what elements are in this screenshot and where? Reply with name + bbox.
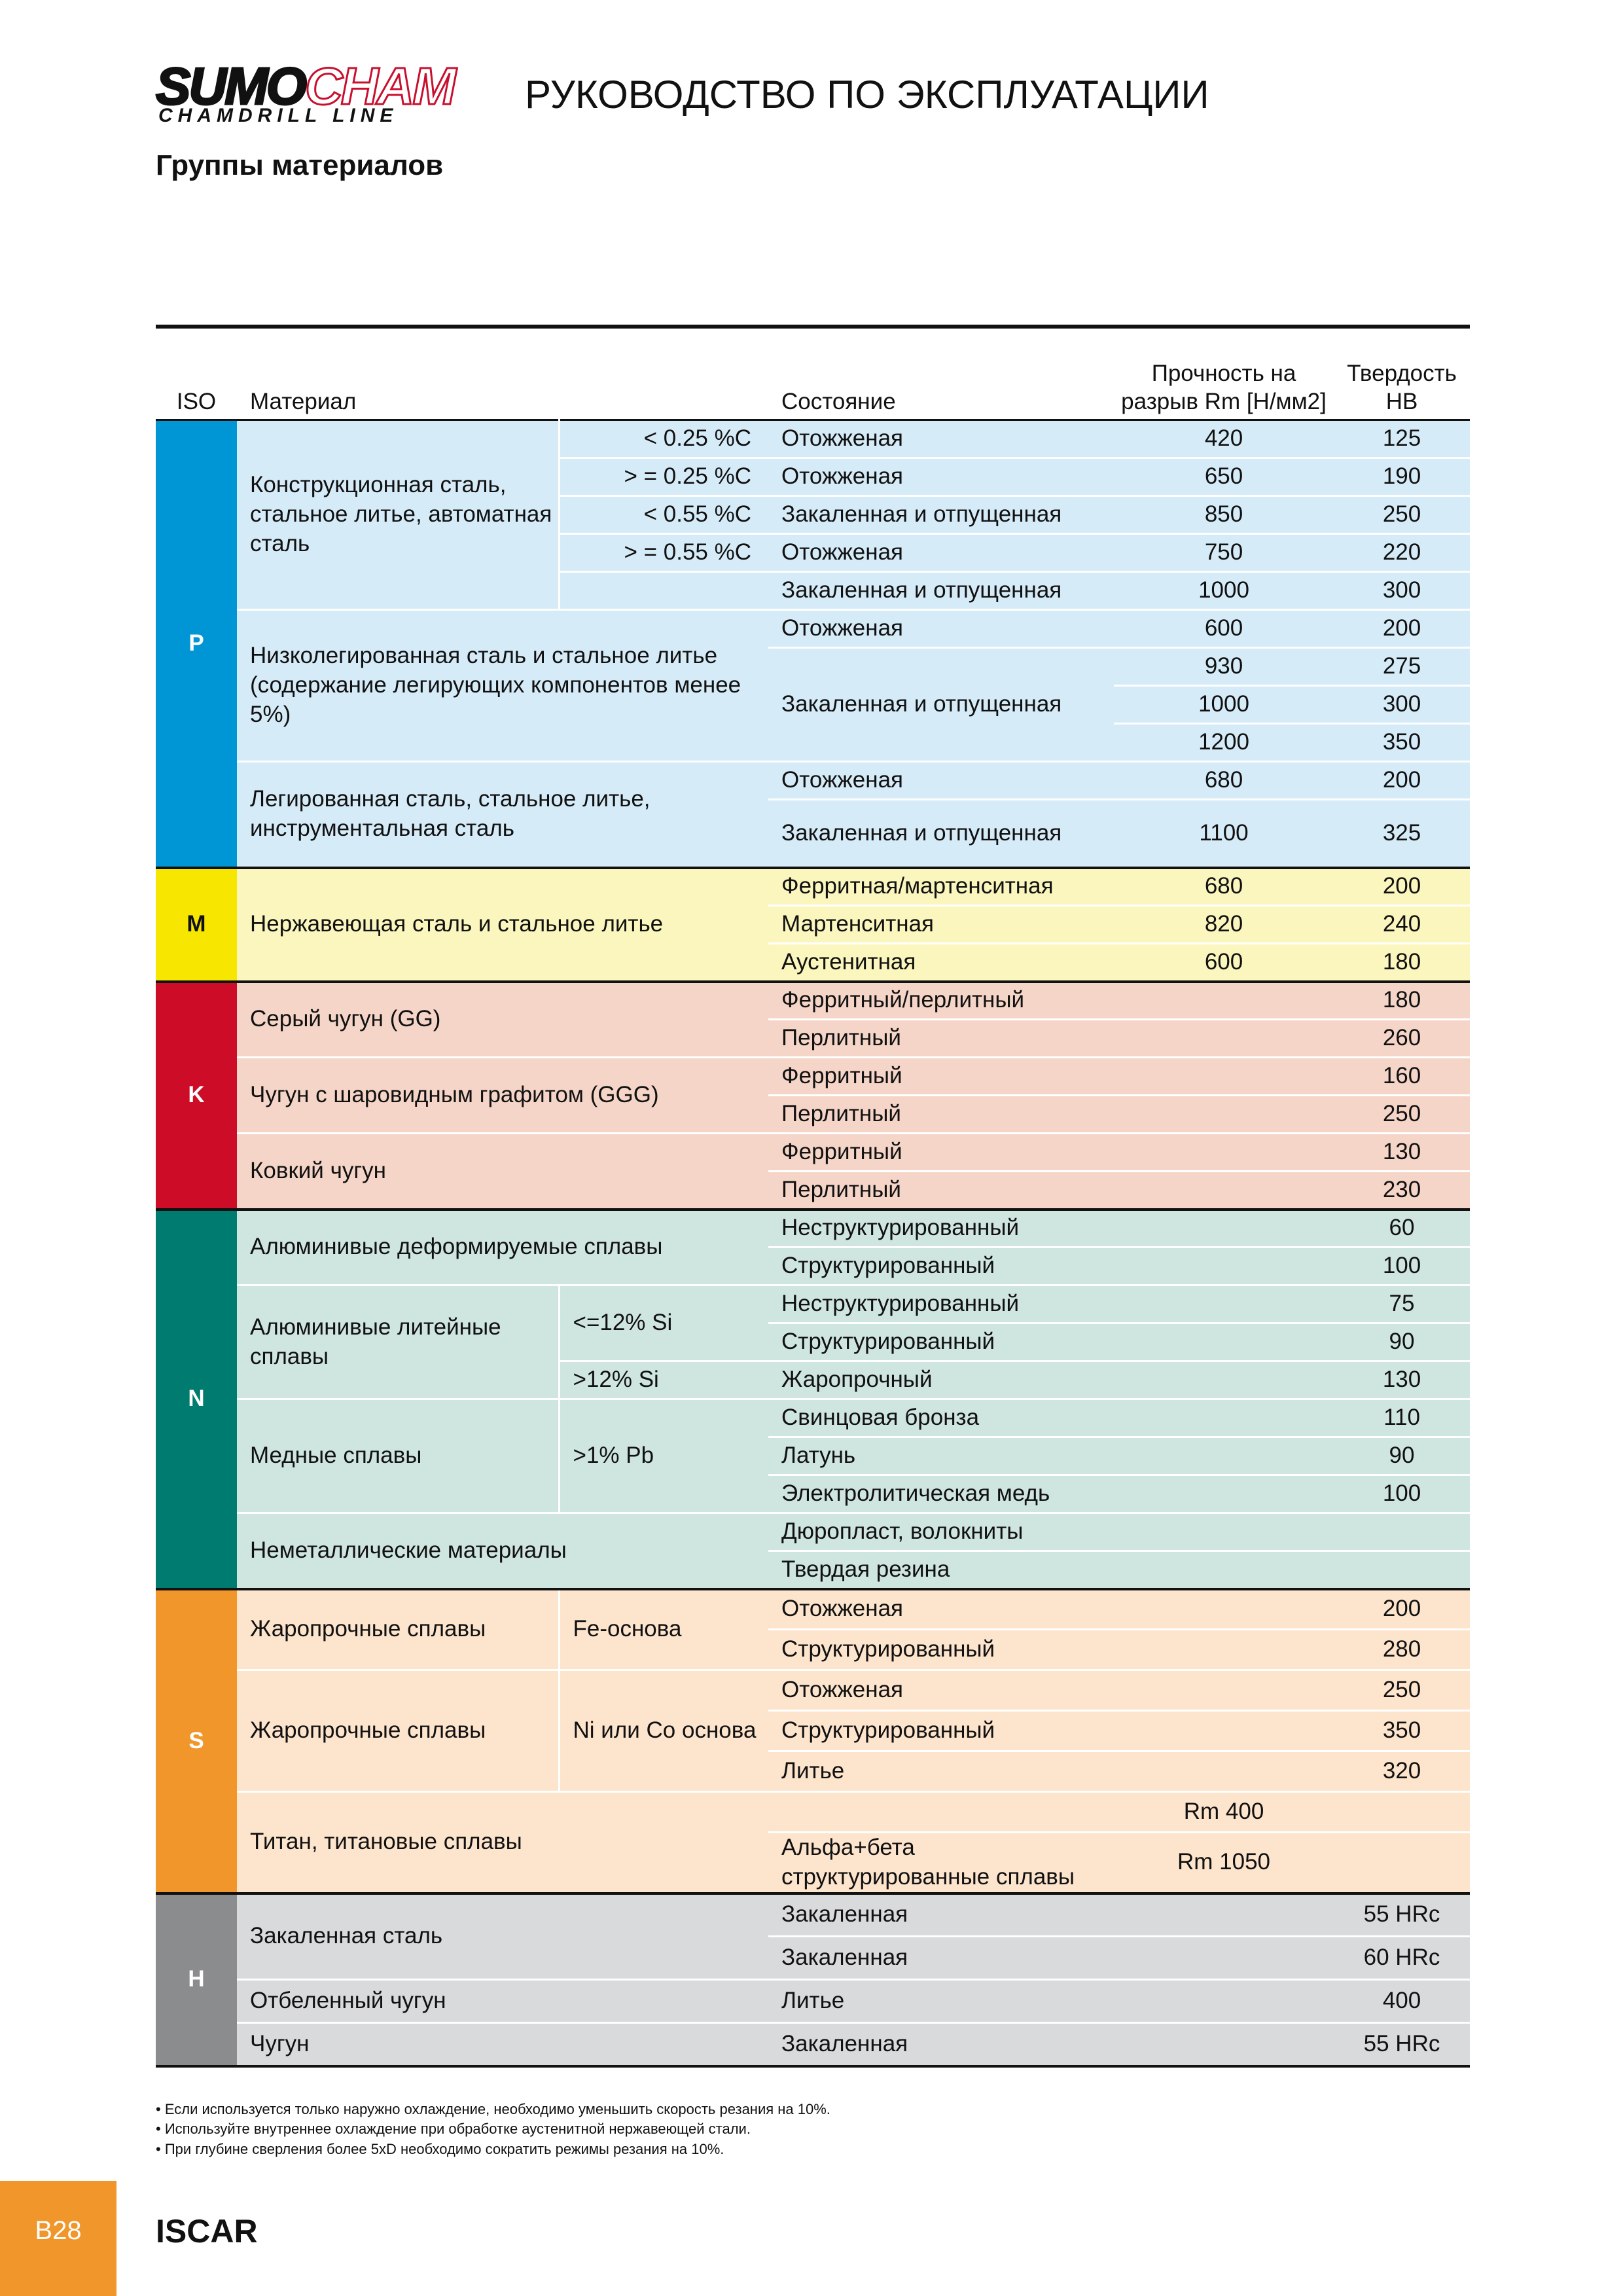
strength-cell: 680: [1114, 762, 1334, 800]
state-cell: Жаропрочный: [768, 1361, 1114, 1399]
hardness-cell: 90: [1334, 1437, 1470, 1475]
hardness-cell: 250: [1334, 1670, 1470, 1711]
hardness-cell: 260: [1334, 1020, 1470, 1058]
material-groups-table: [156, 325, 1470, 2068]
strength-cell: [1114, 982, 1334, 1020]
hardness-cell: 130: [1334, 1134, 1470, 1172]
strength-cell: 930: [1114, 648, 1334, 686]
strength-cell: 1000: [1114, 686, 1334, 724]
material-subcondition: Fe-основа: [559, 1589, 768, 1670]
strength-cell: [1114, 1247, 1334, 1285]
hardness-cell: 200: [1334, 868, 1470, 906]
material-subcondition: Ni или Co основа: [559, 1670, 768, 1792]
strength-cell: 1100: [1199, 819, 1249, 846]
strength-cell: [1114, 1711, 1334, 1751]
state-cell: Структурированный: [768, 1323, 1114, 1361]
sumocham-logo: [156, 57, 476, 126]
hardness-cell: 130: [1334, 1361, 1470, 1399]
hardness-cell: 55 HRc: [1334, 1893, 1470, 1937]
state-cell: Ферритный: [768, 1058, 1114, 1096]
strength-cell: [1114, 1134, 1334, 1172]
document-title: РУКОВОДСТВО ПО ЭКСПЛУАТАЦИИ: [525, 73, 1209, 117]
hardness-cell: [1334, 1792, 1470, 1833]
header-hardness: Твердость HB: [1334, 327, 1470, 420]
footnotes: [156, 2100, 830, 2159]
footer-brand: ISCAR: [156, 2213, 258, 2250]
material-subcondition: <=12% Si: [559, 1285, 768, 1361]
strength-cell: [1114, 1630, 1334, 1670]
iso-group-m: M: [156, 868, 237, 982]
state-cell: Закаленная и отпущенная: [768, 496, 1114, 534]
hardness-cell: 75: [1334, 1285, 1470, 1323]
material-subcondition: [559, 572, 768, 610]
strength-cell: [1114, 1513, 1334, 1551]
hardness-cell: 100: [1334, 1475, 1470, 1513]
iso-group-s: S: [156, 1589, 237, 1893]
hardness-cell: [1334, 1513, 1470, 1551]
material-name: Конструкционная сталь, стальное литье, автоматная сталь: [237, 420, 559, 610]
material-name: Отбеленный чугун: [237, 1980, 768, 2023]
material-name: Жаропрочные сплавы: [237, 1589, 559, 1670]
state-cell: Перлитный: [768, 1020, 1114, 1058]
footnote: • При глубине сверления более 5xD необходимо сократить режимы резания на 10%.: [156, 2140, 724, 2157]
material-name: Низколегированная сталь и стальное литье (содержание легирующих компонентов менее 5%): [237, 610, 768, 762]
state-cell: Альфа+бета структурированные сплавы: [781, 1835, 1075, 1890]
footnote: • Если используется только наружно охлаждение, необходимо уменьшить скорость резания на 10%.: [156, 2101, 830, 2117]
table-header-row: [156, 327, 1470, 420]
state-cell: Мартенситная: [768, 906, 1114, 944]
strength-cell: 820: [1114, 906, 1334, 944]
logo-subline: CHAMDRILL LINE: [158, 105, 399, 126]
material-name: Неметаллические материалы: [250, 1537, 567, 1563]
strength-cell: 680: [1114, 868, 1334, 906]
state-cell: Неструктурированный: [768, 1210, 1114, 1247]
table-row: [156, 1980, 1470, 2023]
hardness-cell: 350: [1334, 724, 1470, 762]
hardness-cell: 320: [1334, 1751, 1470, 1792]
material-name: Закаленная сталь: [237, 1893, 768, 1980]
section-title: Группы материалов: [156, 149, 444, 181]
material-name: Серый чугун (GG): [237, 982, 768, 1058]
state-cell: Ферритная/мартенситная: [768, 868, 1114, 906]
logo-part-cham: CHAM: [305, 57, 454, 115]
strength-cell: [1114, 1980, 1334, 2023]
strength-cell: [1114, 1475, 1334, 1513]
strength-cell: [1114, 1670, 1334, 1711]
state-cell: Закаленная: [768, 1937, 1114, 1980]
state-cell: Закаленная: [768, 1893, 1114, 1937]
material-name: Медные сплавы: [237, 1399, 559, 1513]
footnote: • Используйте внутреннее охлаждение при обработке аустенитной нержавеющей стали.: [156, 2121, 751, 2138]
strength-cell: 650: [1114, 458, 1334, 496]
state-cell: Закаленная: [781, 2030, 908, 2056]
table-row: [156, 1792, 1470, 1833]
iso-group-k: K: [156, 982, 237, 1210]
hardness-cell: 300: [1334, 572, 1470, 610]
material-name: Титан, титановые сплавы: [250, 1829, 522, 1855]
table-row: [156, 1058, 1470, 1096]
hardness-cell: 325: [1382, 819, 1421, 846]
strength-cell: [1114, 1285, 1334, 1323]
hardness-cell: 200: [1334, 762, 1470, 800]
state-cell: Отожженая: [768, 420, 1114, 458]
state-cell: Перлитный: [781, 1176, 901, 1202]
material-name: Нержавеющая сталь и стальное литье: [250, 911, 664, 937]
hardness-cell: 280: [1334, 1630, 1470, 1670]
hardness-cell: 180: [1334, 982, 1470, 1020]
table-row: [156, 1589, 1470, 1630]
state-cell: Отожженая: [768, 534, 1114, 572]
hardness-cell: 220: [1334, 534, 1470, 572]
hardness-cell: 300: [1334, 686, 1470, 724]
material-subcondition: > = 0.25 %C: [559, 458, 768, 496]
hardness-cell: 250: [1334, 1096, 1470, 1134]
material-subcondition: < 0.25 %C: [559, 420, 768, 458]
state-cell: Закаленная и отпущенная: [768, 648, 1114, 762]
state-cell: Латунь: [768, 1437, 1114, 1475]
table-row: [156, 1399, 1470, 1437]
hardness-cell: 200: [1334, 610, 1470, 648]
strength-cell: 600: [1204, 948, 1243, 975]
state-cell: Перлитный: [768, 1096, 1114, 1134]
hardness-cell: 60: [1334, 1210, 1470, 1247]
strength-cell: 750: [1114, 534, 1334, 572]
state-cell: Твердая резина: [781, 1556, 950, 1582]
hardness-cell: 160: [1334, 1058, 1470, 1096]
material-name: Чугун с шаровидным графитом (GGG): [237, 1058, 768, 1134]
table-row: [156, 610, 1470, 648]
table-row: [156, 420, 1470, 458]
strength-cell: [1114, 1751, 1334, 1792]
strength-cell: 1000: [1114, 572, 1334, 610]
table-row: [156, 1285, 1470, 1323]
hardness-cell: 190: [1334, 458, 1470, 496]
table-row: [156, 2023, 1470, 2066]
header-strength: Прочность на разрыв Rm [Н/мм2]: [1114, 327, 1334, 420]
table-row: [156, 868, 1470, 906]
table-row: [156, 1513, 1470, 1551]
material-name: Чугун: [250, 2030, 310, 2056]
hardness-cell: 90: [1334, 1323, 1470, 1361]
strength-cell: [1114, 1937, 1334, 1980]
state-cell: Структурированный: [768, 1630, 1114, 1670]
hardness-cell: 100: [1334, 1247, 1470, 1285]
hardness-cell: 125: [1334, 420, 1470, 458]
state-cell: Дюропласт, волокниты: [768, 1513, 1114, 1551]
header-iso: ISO: [156, 327, 237, 420]
table-row: [156, 1670, 1470, 1711]
state-cell: Аустенитная: [781, 948, 916, 975]
strength-cell: [1114, 1323, 1334, 1361]
hardness-cell: 180: [1382, 948, 1421, 975]
strength-cell: [1114, 1058, 1334, 1096]
material-subcondition: > = 0.55 %C: [559, 534, 768, 572]
state-cell: Структурированный: [768, 1711, 1114, 1751]
strength-cell: 420: [1114, 420, 1334, 458]
hardness-cell: 60 HRc: [1334, 1937, 1470, 1980]
state-cell: Литье: [768, 1751, 1114, 1792]
hardness-cell: [1334, 1551, 1470, 1589]
strength-cell: [1114, 1551, 1334, 1589]
strength-cell: 600: [1114, 610, 1334, 648]
iso-group-h: H: [156, 1893, 237, 2066]
hardness-cell: 350: [1334, 1711, 1470, 1751]
strength-cell: [1114, 1589, 1334, 1630]
state-cell: [768, 1792, 1114, 1833]
material-subcondition: >12% Si: [559, 1361, 768, 1399]
material-name: Алюминивые деформируемые сплавы: [237, 1210, 768, 1285]
state-cell: Ферритный/перлитный: [768, 982, 1114, 1020]
state-cell: Ферритный: [768, 1134, 1114, 1172]
state-cell: Закаленная и отпущенная: [768, 572, 1114, 610]
material-name: Ковкий чугун: [250, 1157, 386, 1183]
state-cell: Свинцовая бронза: [768, 1399, 1114, 1437]
hardness-cell: 200: [1334, 1589, 1470, 1630]
iso-group-p: P: [156, 420, 237, 868]
table-row: [156, 982, 1470, 1020]
table-row: [156, 1134, 1470, 1172]
state-cell: Отожженая: [768, 1670, 1114, 1711]
state-cell: Отожженая: [768, 458, 1114, 496]
state-cell: Структурированный: [768, 1247, 1114, 1285]
hardness-cell: 250: [1334, 496, 1470, 534]
state-cell: Отожженая: [768, 1589, 1114, 1630]
strength-cell: 850: [1114, 496, 1334, 534]
strength-cell: [1114, 1172, 1334, 1210]
iso-group-n: N: [156, 1210, 237, 1589]
table-row: [156, 762, 1470, 800]
state-cell: Литье: [768, 1980, 1114, 2023]
hardness-cell: 55 HRc: [1363, 2030, 1440, 2056]
state-cell: Отожженая: [768, 610, 1114, 648]
material-name: Легированная сталь, стальное литье, инструментальная сталь: [250, 786, 651, 842]
strength-cell: [1114, 1437, 1334, 1475]
strength-cell: Rm 400: [1114, 1792, 1334, 1833]
strength-cell: [1114, 2023, 1334, 2066]
logo-part-sumo: SUMO: [156, 57, 305, 115]
material-subcondition: < 0.55 %C: [559, 496, 768, 534]
strength-cell: [1114, 1893, 1334, 1937]
material-name: Алюминивые литейные сплавы: [237, 1285, 559, 1399]
strength-cell: 1200: [1114, 724, 1334, 762]
state-cell: Отожженая: [768, 762, 1114, 800]
state-cell: Закаленная и отпущенная: [781, 819, 1062, 846]
strength-cell: [1114, 1096, 1334, 1134]
state-cell: Неструктурированный: [768, 1285, 1114, 1323]
table-row: [156, 1210, 1470, 1247]
header-state: Состояние: [768, 327, 1114, 420]
strength-cell: [1114, 1020, 1334, 1058]
table-row: [156, 1893, 1470, 1937]
header-material: Материал: [237, 327, 768, 420]
hardness-cell: 275: [1334, 648, 1470, 686]
hardness-cell: 230: [1382, 1176, 1421, 1202]
strength-cell: [1114, 1210, 1334, 1247]
material-subcondition: >1% Pb: [559, 1399, 768, 1513]
hardness-cell: 110: [1334, 1399, 1470, 1437]
hardness-cell: 240: [1334, 906, 1470, 944]
hardness-cell: 400: [1334, 1980, 1470, 2023]
material-name: Жаропрочные сплавы: [237, 1670, 559, 1792]
strength-cell: [1114, 1361, 1334, 1399]
hardness-cell: [1334, 1833, 1470, 1893]
page-number: B28: [35, 2216, 82, 2245]
strength-cell: Rm 1050: [1177, 1849, 1271, 1875]
strength-cell: [1114, 1399, 1334, 1437]
state-cell: Электролитическая медь: [768, 1475, 1114, 1513]
